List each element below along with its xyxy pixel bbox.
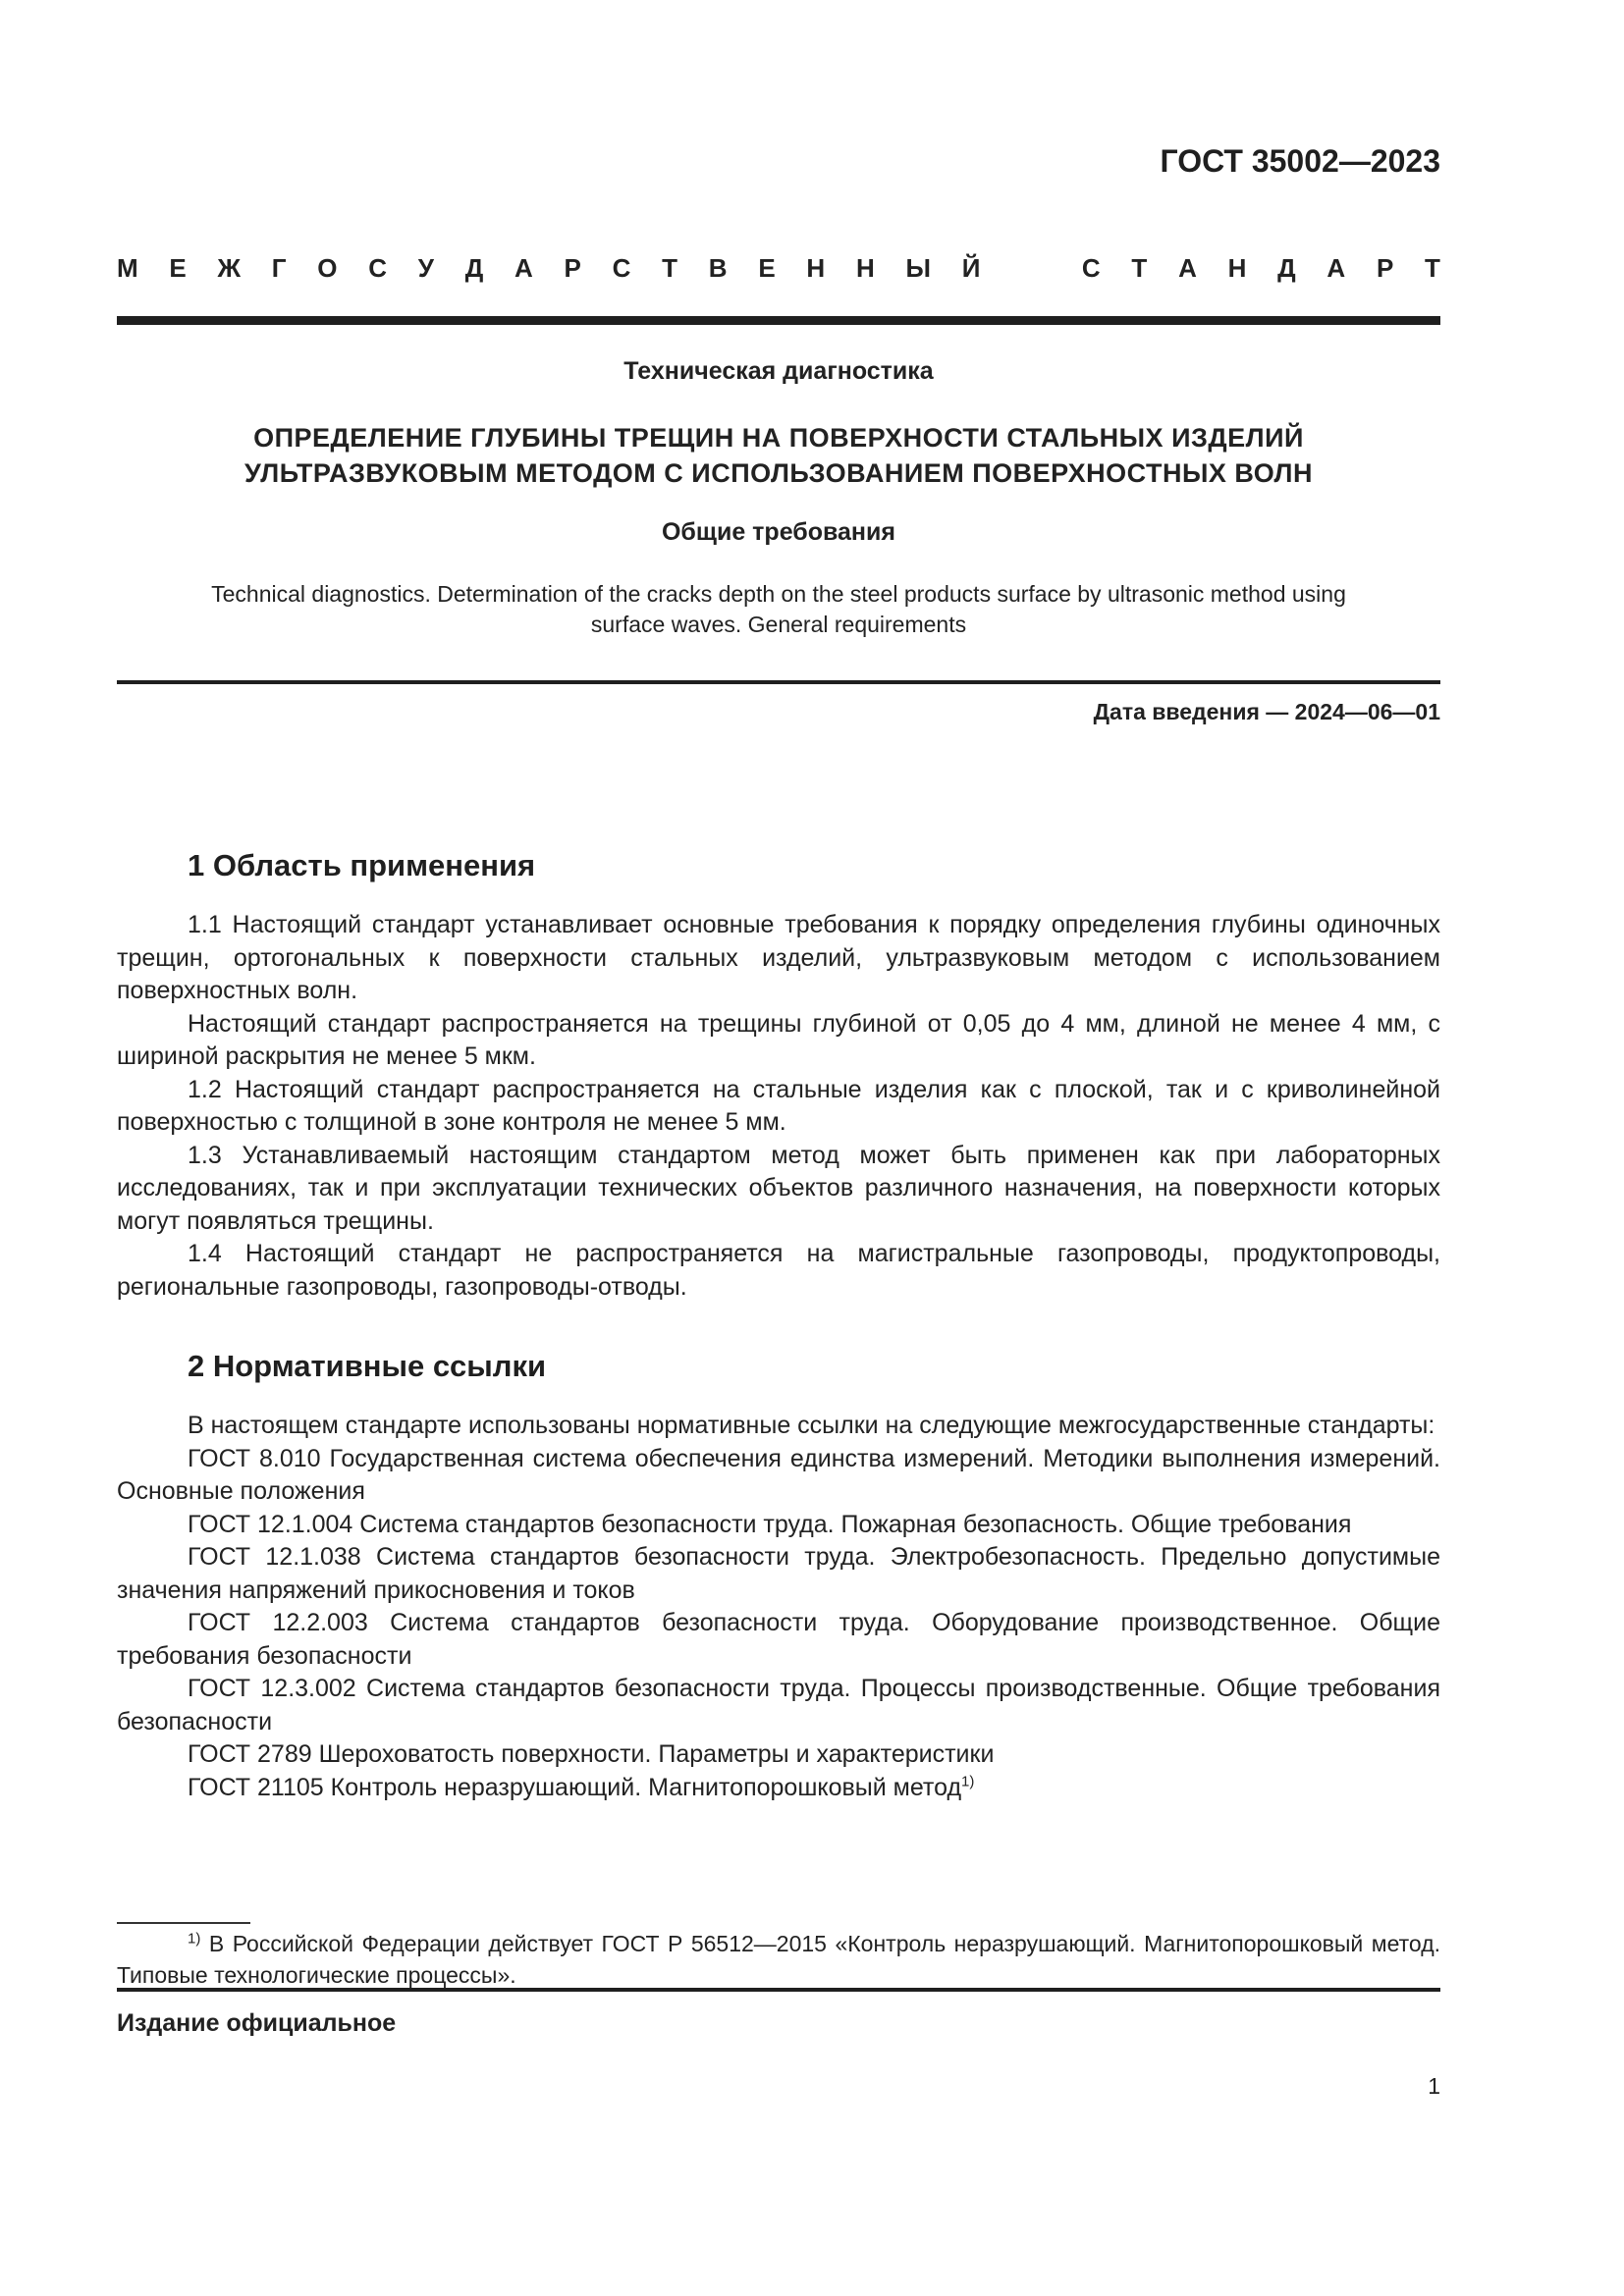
banner-letter: С bbox=[1081, 253, 1101, 283]
banner-letter: С bbox=[368, 253, 388, 283]
title-line: УЛЬТРАЗВУКОВЫМ МЕТОДОМ С ИСПОЛЬЗОВАНИЕМ ПОВЕРХНОСТНЫХ ВОЛН bbox=[244, 458, 1313, 488]
reference-item: ГОСТ 12.2.003 Система стандартов безопасности труда. Оборудование производственное. Общие требования безопасности bbox=[117, 1609, 1440, 1670]
english-title-line: Technical diagnostics. Determination of the cracks depth on the steel products surface by ultrasonic method using bbox=[211, 581, 1346, 607]
banner-letter: Т bbox=[1425, 253, 1440, 283]
banner-letter: Д bbox=[1277, 253, 1296, 283]
banner-letter: Н bbox=[855, 253, 875, 283]
document-subtitle: Общие требования bbox=[661, 518, 895, 546]
banner-letter: Н bbox=[1227, 253, 1247, 283]
english-title-line: surface waves. General requirements bbox=[590, 612, 967, 637]
footnote-text-block bbox=[117, 1928, 1440, 1991]
banner-letter: Н bbox=[806, 253, 826, 283]
banner-letter: А bbox=[1326, 253, 1346, 283]
reference-item: ГОСТ 8.010 Государственная система обеспечения единства измерений. Методики выполнения измерений. Основные положения bbox=[117, 1444, 1440, 1505]
banner-letter: Т bbox=[662, 253, 678, 283]
paragraph: В настоящем стандарте использованы нормативные ссылки на следующие межгосударственные стандарты: bbox=[188, 1412, 1435, 1439]
header-divider bbox=[117, 316, 1440, 325]
banner-letter: Е bbox=[169, 253, 187, 283]
footnote bbox=[117, 1928, 1440, 1991]
reference-item bbox=[117, 1772, 1440, 1805]
gost-number: ГОСТ 35002—2023 bbox=[1160, 143, 1440, 179]
paragraph: 1.4 Настоящий стандарт не распространяется на магистральные газопроводы, продуктопроводы, региональные газопроводы, газопроводы-отводы. bbox=[117, 1240, 1440, 1301]
banner-letter: М bbox=[117, 253, 138, 283]
standard-type-banner bbox=[117, 253, 1440, 284]
banner-letter: Д bbox=[464, 253, 484, 283]
banner-letter: Р bbox=[564, 253, 581, 283]
page-number: 1 bbox=[1428, 2073, 1440, 2099]
document-page bbox=[117, 0, 1440, 2296]
paragraph: 1.3 Устанавливаемый настоящим стандартом метод может быть применен как при лабораторных исследованиях, так и при эксплуатации технических объектов различного назначения, на поверхности которых могут появляться трещины. bbox=[117, 1141, 1440, 1235]
document-title bbox=[117, 420, 1440, 491]
paragraph: Настоящий стандарт распространяется на трещины глубиной от 0,05 до 4 мм, длиной не менее 4 мм, с шириной раскрытия не менее 5 мкм. bbox=[117, 1009, 1440, 1070]
banner-letter: С bbox=[612, 253, 631, 283]
banner-letter: А bbox=[1178, 253, 1197, 283]
reference-text: ГОСТ 21105 Контроль неразрушающий. Магнитопорошковый метод bbox=[188, 1773, 962, 1801]
reference-item: ГОСТ 2789 Шероховатость поверхности. Параметры и характеристики bbox=[188, 1740, 995, 1768]
english-title bbox=[117, 579, 1440, 640]
banner-gap bbox=[1011, 253, 1051, 284]
footnote-text: В Российской Федерации действует ГОСТ Р 56512—2015 «Контроль неразрушающий. Магнитопорошковый метод. Типовые технологические процессы». bbox=[117, 1931, 1441, 1988]
banner-letter: Ж bbox=[217, 253, 242, 283]
banner-letter: Й bbox=[961, 253, 981, 283]
section-2-heading: 2 Нормативные ссылки bbox=[188, 1349, 547, 1383]
section-1-body bbox=[117, 909, 1440, 1304]
footer-divider bbox=[117, 1988, 1440, 1992]
banner-letter: Е bbox=[758, 253, 776, 283]
footnote-mark: 1) bbox=[188, 1930, 201, 1948]
official-edition-label: Издание официальное bbox=[117, 2009, 397, 2037]
section-1-heading: 1 Область применения bbox=[188, 848, 536, 882]
footnote-mark: 1) bbox=[961, 1773, 975, 1790]
banner-letter: Ы bbox=[905, 253, 931, 283]
banner-letter: Г bbox=[271, 253, 287, 283]
reference-item: ГОСТ 12.3.002 Система стандартов безопасности труда. Процессы производственные. Общие требования безопасности bbox=[117, 1675, 1440, 1735]
introduction-date: Дата введения — 2024—06—01 bbox=[1093, 699, 1440, 724]
reference-item: ГОСТ 12.1.038 Система стандартов безопасности труда. Электробезопасность. Предельно допустимые значения напряжений прикосновения и токов bbox=[117, 1543, 1440, 1604]
section-2-body bbox=[117, 1410, 1440, 1804]
banner-letter: Р bbox=[1376, 253, 1394, 283]
banner-letter: У bbox=[417, 253, 434, 283]
reference-item: ГОСТ 12.1.004 Система стандартов безопасности труда. Пожарная безопасность. Общие требования bbox=[188, 1510, 1352, 1538]
banner-letter: Т bbox=[1131, 253, 1148, 283]
title-line: ОПРЕДЕЛЕНИЕ ГЛУБИНЫ ТРЕЩИН НА ПОВЕРХНОСТИ СТАЛЬНЫХ ИЗДЕЛИЙ bbox=[253, 423, 1304, 453]
paragraph: 1.1 Настоящий стандарт устанавливает основные требования к порядку определения глубины одиночных трещин, ортогональных к поверхности стальных изделий, ультразвуковым методом с использованием поверхностных волн. bbox=[117, 911, 1440, 1004]
title-divider bbox=[117, 680, 1440, 684]
banner-letter: А bbox=[514, 253, 533, 283]
paragraph: 1.2 Настоящий стандарт распространяется на стальные изделия как с плоской, так и с криволинейной поверхностью с толщиной в зоне контроля не менее 5 мм. bbox=[117, 1075, 1440, 1136]
subject-heading: Техническая диагностика bbox=[623, 357, 934, 385]
banner-letter: В bbox=[708, 253, 728, 283]
footnote-separator bbox=[117, 1922, 250, 1924]
banner-letter: О bbox=[317, 253, 338, 283]
